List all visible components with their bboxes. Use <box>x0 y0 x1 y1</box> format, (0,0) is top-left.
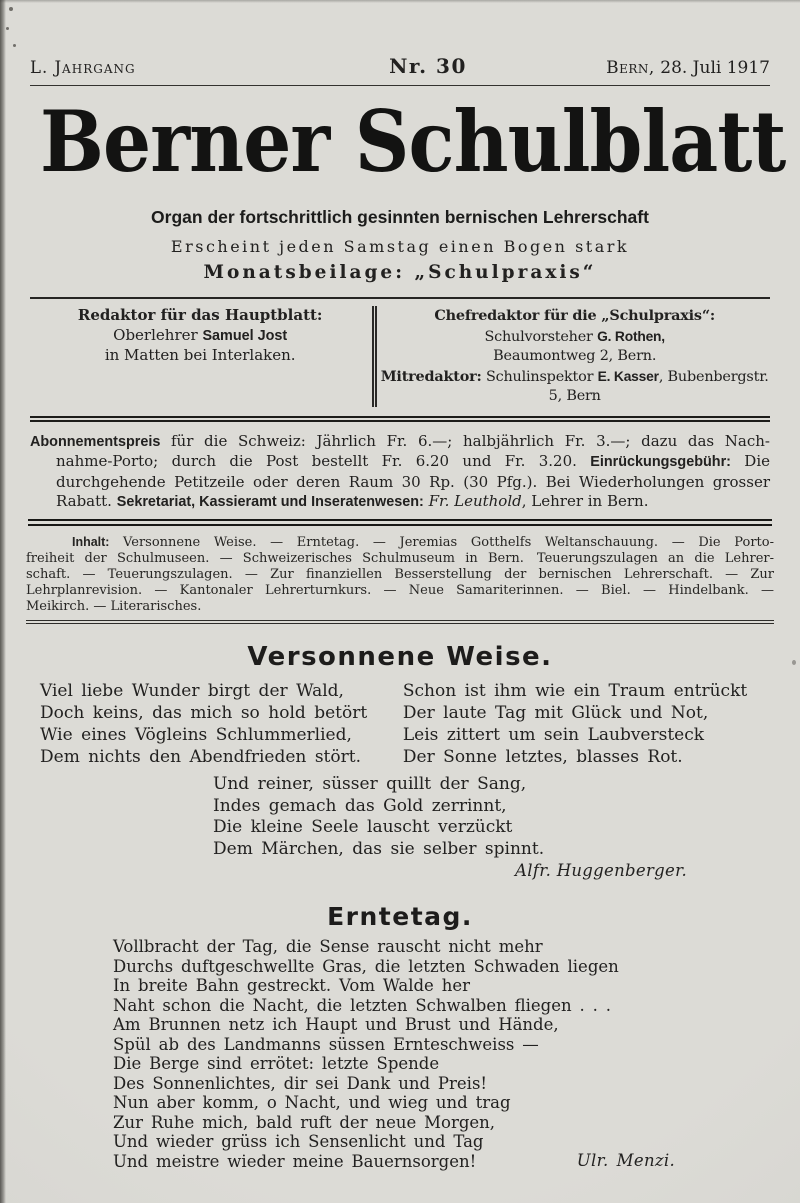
text-line <box>26 567 774 583</box>
text-line <box>56 492 770 513</box>
text-run: E. Kasser <box>597 367 659 384</box>
text-line: Schon ist ihm wie ein Traum entrückt <box>402 681 748 701</box>
text-line: Indes gemach das Gold zerrinnt, <box>213 795 507 816</box>
text-line: Und reiner, süsser quillt der Sang, <box>213 774 527 794</box>
scan-edge-top <box>0 0 800 3</box>
issue-header <box>30 54 770 78</box>
text-run: Schulvorsteher <box>484 328 598 345</box>
text-line: Leis zittert um sein Laubversteck <box>402 725 705 745</box>
text-line: Doch keins, das mich so hold betört <box>40 703 368 723</box>
text-line: Die kleine Seele lauscht verzückt <box>213 817 513 837</box>
text-line <box>56 473 770 493</box>
poem-erntetag-body <box>113 937 800 1171</box>
text-run: Beaumontweg 2, Bern. <box>493 348 657 364</box>
subtitle-schedule: Erscheint jeden Samstag einen Bogen stark <box>170 237 630 256</box>
text-line: Die Berge sind errötet: letzte Spende <box>113 1054 440 1073</box>
text-line <box>30 346 370 366</box>
place-date <box>439 58 770 78</box>
table-of-contents <box>26 534 774 615</box>
header-rule <box>30 85 770 86</box>
text-line <box>379 367 770 407</box>
text-run: Fr. Leuthold <box>428 492 522 510</box>
issue-number: Nr. 30 <box>389 54 467 78</box>
text-line <box>26 534 774 551</box>
subscription-notice <box>30 432 770 513</box>
text-line: Durchs duftgeschwellte Gras, die letzten Schwaden liegen <box>113 956 619 976</box>
text-line: Spül ab des Landmanns süssen Ernteschweiss — <box>113 1034 539 1054</box>
scan-blemish <box>13 44 16 47</box>
scan-blemish <box>6 27 9 30</box>
text-run: Redaktor für das Hauptblatt: <box>77 306 323 324</box>
text-line: Wie eines Vögleins Schlummerlied, <box>40 725 352 745</box>
text-run: , Bubenbergstr. 5, Bern <box>548 368 769 404</box>
text-run: schaft. — Teuerungszulagen. — Zur finanziellen Besserstellung der bernischen Lehrerschaft. — Zur <box>26 566 774 582</box>
text-run: Lehrplanrevision. — Kantonaler Lehrerturnkurs. — Neue Samariterinnen. — Biel. — Hindelbank. — <box>26 582 774 598</box>
text-run: Samuel Jost <box>202 327 288 344</box>
text-line <box>379 306 770 347</box>
text-run: G. Rothen, <box>597 327 665 344</box>
text-run: für die Schweiz: Jährlich Fr. 6.—; halbjährlich Fr. 3.—; dazu das Nach- <box>160 431 770 450</box>
editors-box <box>30 297 770 422</box>
text-line <box>379 347 770 367</box>
poem-erntetag-lines <box>113 937 800 1171</box>
text-run: durchgehende Petitzeile oder deren Raum 30 Rp. (30 Pfg.). Bei Wiederholungen grosser <box>56 472 770 491</box>
thin-double-rule <box>26 620 774 625</box>
text-run: in Matten bei Interlaken. <box>104 346 296 364</box>
scan-edge-shadow <box>0 0 6 1203</box>
poem-center-stanza <box>213 774 800 860</box>
text-line <box>30 432 770 453</box>
poem-title-versonnene-weise: Versonnene Weise. <box>247 642 553 672</box>
text-line: Zur Ruhe mich, bald ruft der neue Morgen, <box>113 1112 496 1132</box>
text-run: Versonnene Weise. — Erntetag. — Jeremias Gotthelfs Weltanschauung. — Die Porto- <box>109 534 774 550</box>
text-run: Meikirch. — Literarisches. <box>26 598 202 614</box>
text-run: Abonnementspreis <box>30 433 161 450</box>
text-line: Der laute Tag mit Glück und Not, <box>402 703 709 723</box>
text-run: Einrückungsgebühr: <box>590 454 731 470</box>
text-line: Am Brunnen netz ich Haupt und Brust und Hände, <box>113 1015 559 1034</box>
text-run: Chefredaktor für die „Schulpraxis“: <box>434 307 716 324</box>
heavy-double-rule <box>28 519 772 526</box>
text-line <box>30 326 370 347</box>
subtitle-organ: Organ der fortschrittlich gesinnten bernischen Lehrerschaft <box>151 207 649 227</box>
text-run: freiheit der Schulmuseen. — Schweizerisches Schulmuseum in Bern. Teuerungszulagen an die Lehrer- <box>26 550 774 566</box>
text-line: Dem nichts den Abendfrieden stört. <box>40 747 361 767</box>
text-line <box>26 599 774 615</box>
editors-right-column <box>379 306 770 407</box>
text-line: Nun aber komm, o Nacht, und wieg und trag <box>113 1093 511 1112</box>
volume-label: L. Jahrgang <box>30 58 136 77</box>
text-line: Viel liebe Wunder birgt der Wald, <box>40 681 344 701</box>
scan-blemish <box>9 7 13 11</box>
text-line: In breite Bahn gestreckt. Vom Walde her <box>113 976 470 995</box>
text-run: nahme-Porto; durch die Post bestellt Fr. 6.20 und Fr. 3.20. <box>56 452 591 470</box>
text-run: Sekretariat, Kassieramt und Inseratenwesen: <box>116 494 424 510</box>
text-run: , Lehrer in Bern. <box>521 492 649 510</box>
poem-columns <box>30 680 770 768</box>
editors-left-column <box>30 306 370 407</box>
text-line: Naht schon die Nacht, die letzten Schwalben fliegen . . . <box>113 995 611 1015</box>
poem-title-erntetag: Erntetag. <box>327 902 473 931</box>
text-run: Schulinspektor <box>481 368 598 385</box>
text-run: Rabatt. <box>56 492 117 510</box>
scan-blemish <box>792 660 796 665</box>
text-line: Dem Märchen, das sie selber spinnt. <box>213 838 545 859</box>
text-line: Vollbracht der Tag, die Sense rauscht nicht mehr <box>113 937 543 956</box>
text-run: Mitredaktor: <box>380 367 482 385</box>
text-run: Die <box>730 452 771 470</box>
text-run: Bern, <box>606 58 655 78</box>
text-line <box>26 583 774 599</box>
text-line <box>30 306 370 326</box>
text-line: Und meistre wieder meine Bauernsorgen! <box>113 1151 477 1171</box>
poem-signature-menzi: Ulr. Menzi. <box>576 1150 675 1170</box>
text-line <box>56 452 770 473</box>
text-line: Des Sonnenlichtes, dir sei Dank und Preis! <box>113 1073 488 1093</box>
poem-signature-huggenberger: Alfr. Huggenberger. <box>515 861 687 880</box>
text-run: 28. Juli 1917 <box>654 58 770 78</box>
editors-divider <box>372 306 377 407</box>
text-run: Oberlehrer <box>113 325 203 344</box>
subtitle-supplement: Monatsbeilage: „Schulpraxis“ <box>203 262 597 283</box>
poem-right-column <box>389 680 770 768</box>
poem-left-column <box>30 680 389 768</box>
masthead-title: Berner Schulblatt <box>40 92 786 191</box>
text-line <box>26 551 774 567</box>
text-run: Inhalt: <box>72 534 110 549</box>
text-line: Und wieder grüss ich Sensenlicht und Tag <box>113 1132 484 1151</box>
text-line: Der Sonne letztes, blasses Rot. <box>402 747 683 767</box>
